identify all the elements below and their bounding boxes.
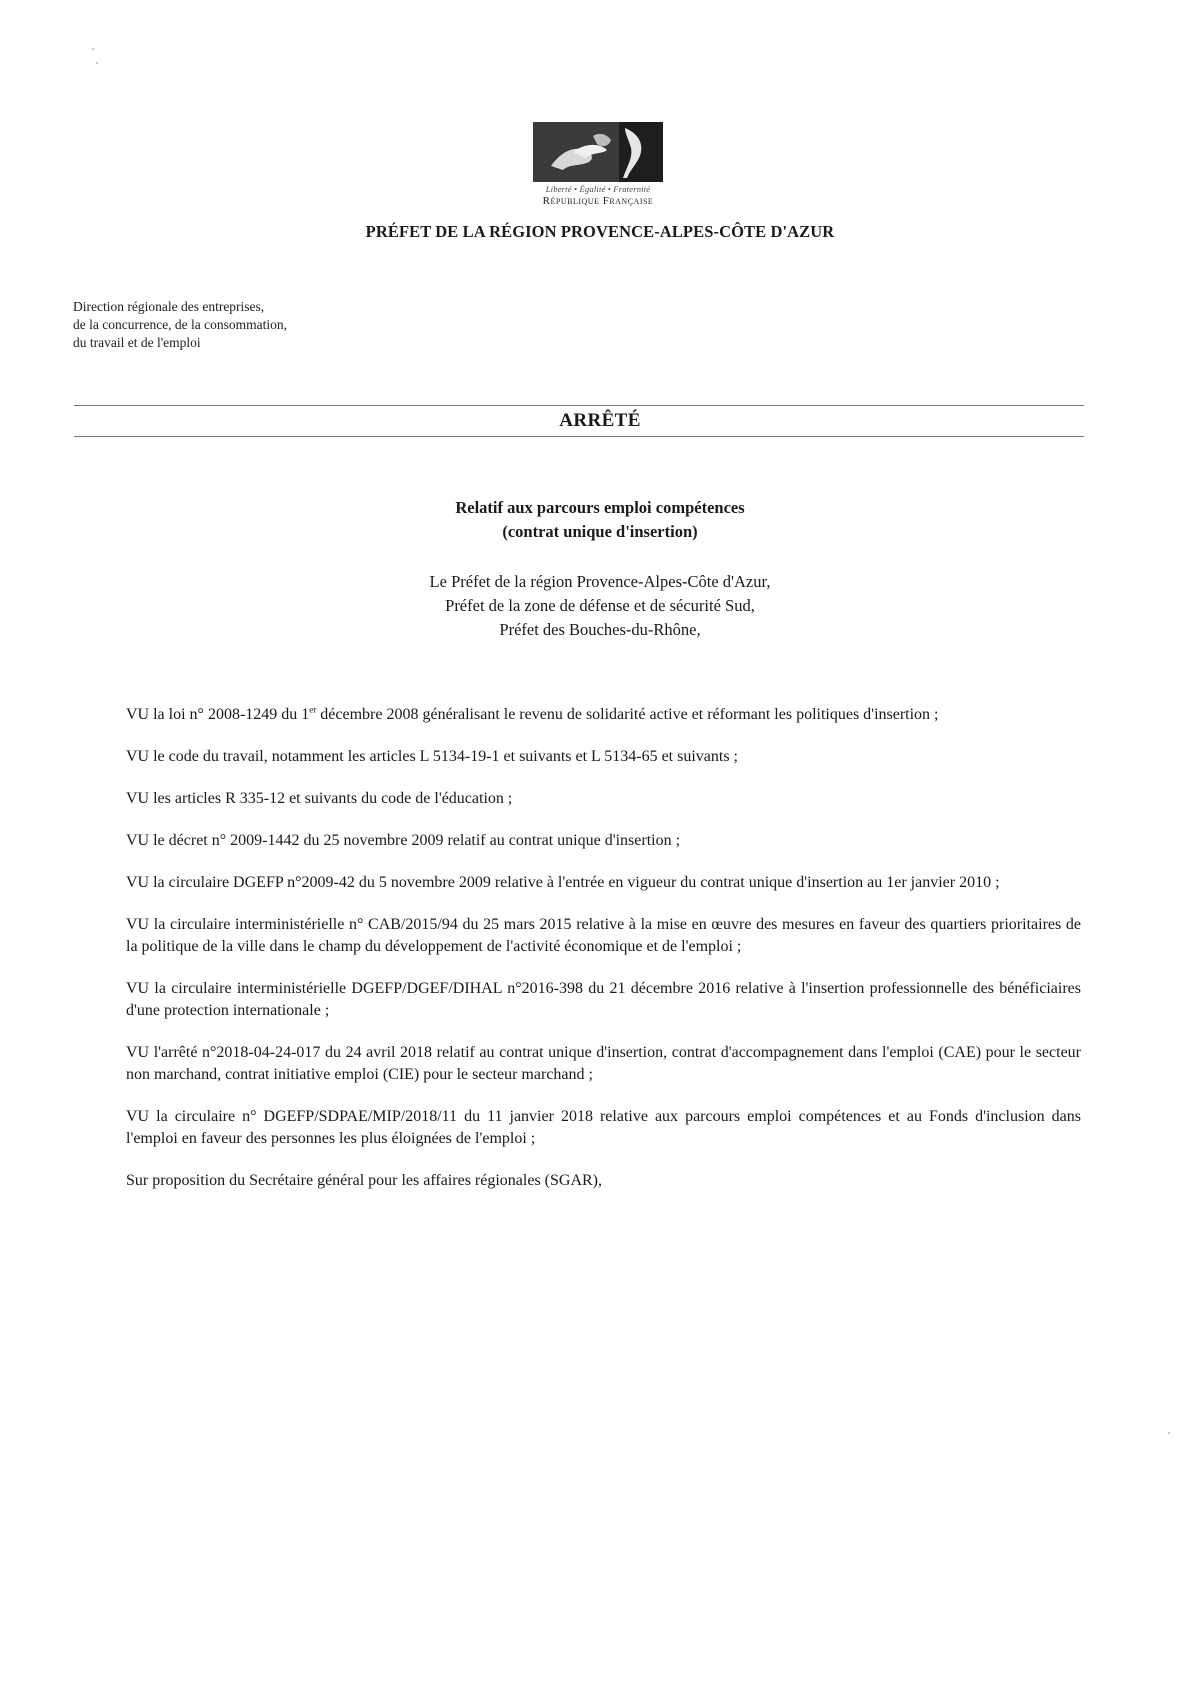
proposal-sgar: Sur proposition du Secrétaire général pour les affaires régionales (SGAR),: [126, 1172, 603, 1189]
considerations-list: [126, 704, 1081, 1212]
scan-speck: [96, 62, 98, 64]
scan-speck: [1168, 1432, 1170, 1434]
document-type-heading: ARRÊTÉ: [559, 410, 641, 431]
republic-name: République Française: [542, 195, 654, 207]
republic-logo: [498, 122, 698, 207]
top-divider: [74, 405, 1084, 406]
consideration-circulaire-2018: VU la circulaire n° DGEFP/SDPAE/MIP/2018/11 du 11 janvier 2018 relative aux parcours emploi compétences et au Fonds d'inclusion dans l'emploi en faveur des personnes les plus éloignées de l'emploi ;: [126, 1108, 1081, 1147]
subtitle-line-2: (contrat unique d'insertion): [502, 522, 698, 541]
consideration-code-education: VU les articles R 335-12 et suivants du code de l'éducation ;: [126, 790, 513, 807]
scan-speck: [92, 48, 94, 50]
consideration-code-travail: VU le code du travail, notamment les articles L 5134-19-1 et suivants et L 5134-65 et suivants ;: [126, 748, 738, 765]
ordinal-suffix: er: [309, 704, 317, 715]
consideration-arrete-2018: VU l'arrêté n°2018-04-24-017 du 24 avril 2018 relatif au contrat unique d'insertion, contrat d'accompagnement dans l'emploi (CAE) pour le secteur non marchand, contrat initiative emploi (CIE) pour le secteur marchand ;: [126, 1044, 1081, 1083]
consideration-circulaire-2015: VU la circulaire interministérielle n° CAB/2015/94 du 25 mars 2015 relative à la mise en œuvre des mesures en faveur des quartiers prioritaires de la politique de la ville dans le champ du développement de l'activité économique et de l'emploi ;: [126, 916, 1081, 955]
subtitle-line-1: Relatif aux parcours emploi compétences: [455, 498, 745, 517]
direction-line-3: du travail et de l'emploi: [73, 335, 201, 350]
consideration-circulaire-2009: VU la circulaire DGEFP n°2009-42 du 5 novembre 2009 relative à l'entrée en vigueur du contrat unique d'insertion au 1er janvier 2010 ;: [126, 874, 1000, 891]
republic-motto: Liberté • Égalité • Fraternité: [545, 184, 651, 194]
prefect-line-1: Le Préfet de la région Provence-Alpes-Côte d'Azur,: [429, 572, 771, 591]
bottom-divider: [74, 436, 1084, 437]
consideration-loi-2008-text-a: VU la loi n° 2008-1249 du 1: [126, 706, 310, 723]
consideration-decret-2009: VU le décret n° 2009-1442 du 25 novembre 2009 relatif au contrat unique d'insertion ;: [126, 832, 681, 849]
direction-block: [73, 298, 287, 352]
consideration-loi-2008-text-b: décembre 2008 généralisant le revenu de solidarité active et réformant les politiques d'insertion ;: [316, 706, 939, 723]
consideration-loi-2008: [126, 704, 1081, 726]
consideration-circulaire-2016: VU la circulaire interministérielle DGEFP/DGEF/DIHAL n°2016-398 du 21 décembre 2016 relative à l'insertion professionnelle des bénéficiaires d'une protection internationale ;: [126, 980, 1081, 1019]
prefect-block: [0, 570, 1200, 642]
prefect-line-3: Préfet des Bouches-du-Rhône,: [499, 620, 701, 639]
document-subtitle: [0, 496, 1200, 544]
direction-line-2: de la concurrence, de la consommation,: [73, 317, 288, 332]
direction-line-1: Direction régionale des entreprises,: [73, 299, 265, 314]
marianne-logo-icon: [533, 122, 663, 182]
prefet-title: PRÉFET DE LA RÉGION PROVENCE-ALPES-CÔTE D'AZUR: [365, 222, 835, 241]
prefect-line-2: Préfet de la zone de défense et de sécurité Sud,: [445, 596, 755, 615]
